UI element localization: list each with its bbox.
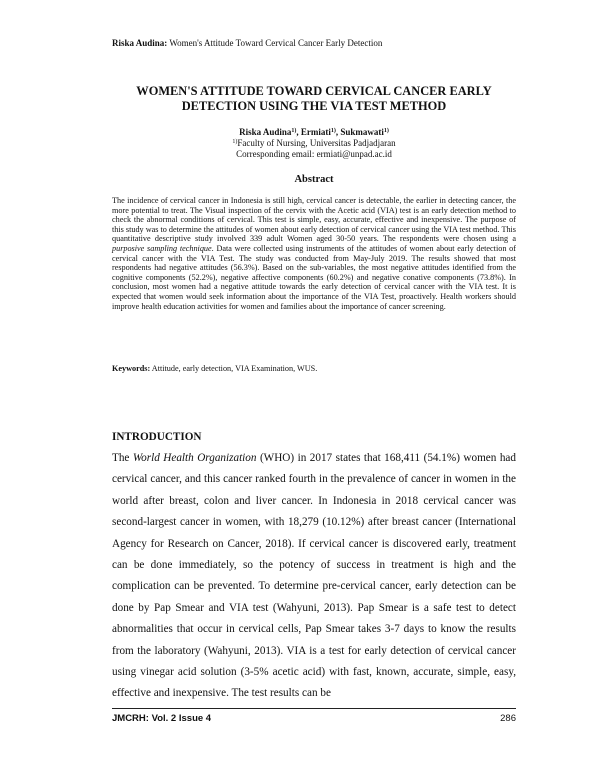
footer-page-number: 286: [500, 713, 516, 724]
running-header: [112, 38, 382, 49]
author-names: Riska Audina$^{1)}$, Ermiati$^{1)}$, Sukmawati$^{1)}$: [239, 127, 389, 137]
running-header-title: Women's Attitude Toward Cervical Cancer Early Detection: [167, 38, 383, 48]
affiliation-mark: 1): [330, 128, 336, 134]
keywords-list: Attitude, early detection, VIA Examination, WUS.: [150, 364, 318, 373]
affiliation-mark: 1): [232, 139, 238, 145]
corresponding-email: Corresponding email: ermiati@unpad.ac.id: [236, 149, 392, 159]
author-block: [100, 127, 528, 160]
keywords-label: Keywords:: [112, 364, 151, 373]
abstract-italic-term: purposive sampling technique: [112, 243, 212, 253]
affiliation-mark: 1): [383, 128, 389, 134]
abstract-text: . Data were collected using instruments of the attitudes of women about early detection of cervical cancer with the VIA Test. The study was conducted from May-July 2019. The results showed that most respondents had negative attitudes (56.3%). Based on the sub-variables, the most negative attitudes identified from the cognitive components (52.2%), negative affective components (60.2%) and negative conative components (73.8%). In conclusion, most women had a negative attitude towards the early detection of cervical cancer with the VIA test. It is expected that women would seek information about the importance of the VIA Test, proactively. Health workers should improve health education activities for women and families about the importance of cancer screening.: [112, 243, 516, 311]
affiliation-mark: 1): [291, 128, 297, 134]
abstract-heading: Abstract: [294, 174, 334, 185]
author-name: Sukmawati: [340, 127, 384, 137]
abstract-body: [112, 196, 516, 311]
abstract-text: The incidence of cervical cancer in Indonesia is still high, cervical cancer is detectable, the earlier in detecting cancer, the more potential to treat. The Visual inspection of the cervix with the Acetic acid (VIA) test is an early detection method to check the abnormal conditions of cervical. This test is simple, easy, accurate, effective and inexpensive. The purpose of this study was to determine the attitudes of women about early detection of cervical cancer using the VIA test method. This quantitative descriptive study involved 339 adult Women aged 30-50 years. The respondents were chosen using a: [112, 196, 516, 244]
footer-journal: JMCRH: Vol. 2 Issue 4: [112, 713, 212, 724]
author-name: Ermiati: [300, 127, 331, 137]
keywords: [112, 364, 516, 374]
affiliation-text: Faculty of Nursing, Universitas Padjadjaran: [237, 138, 396, 148]
introduction-paragraph: [112, 448, 516, 705]
introduction-text: The: [112, 452, 133, 464]
paper-title: WOMEN'S ATTITUDE TOWARD CERVICAL CANCER EARLY DETECTION USING THE VIA TEST METHOD: [136, 84, 492, 113]
affiliation: [100, 138, 528, 149]
introduction-italic-term: World Health Organization: [132, 452, 257, 464]
introduction-heading: INTRODUCTION: [112, 431, 202, 443]
introduction-text: (WHO) in 2017 states that 168,411 (54.1%) women had cervical cancer, and this cancer ranked fourth in the prevalence of cancer in women in the world after breast, colon and liver cancer. In Indonesia in 2018 cervical cancer was second-largest cancer in women, with 18,279 (10.12%) after breast cancer (International Agency for Research on Cancer, 2018). If cervical cancer is discovered early, treatment can be done immediately, so the potency of success in treatment is high and the complication can be prevented. To determine pre-cervical cancer, early detection can be done by Pap Smear and VIA test (Wahyuni, 2013). Pap Smear is a safe test to detect abnormalities that occur in cervical cells, Pap Smear takes 3-7 days to know the results from the laboratory (Wahyuni, 2013). VIA is a test for early detection of cervical cancer using vinegar acid solution (3-5% acetic acid) with fast, known, accurate, simple, easy, effective and inexpensive. The test results can be: [112, 452, 516, 700]
author-name: Riska Audina: [239, 127, 292, 137]
running-header-author: Riska Audina:: [112, 38, 168, 48]
footer-divider: [112, 708, 516, 709]
